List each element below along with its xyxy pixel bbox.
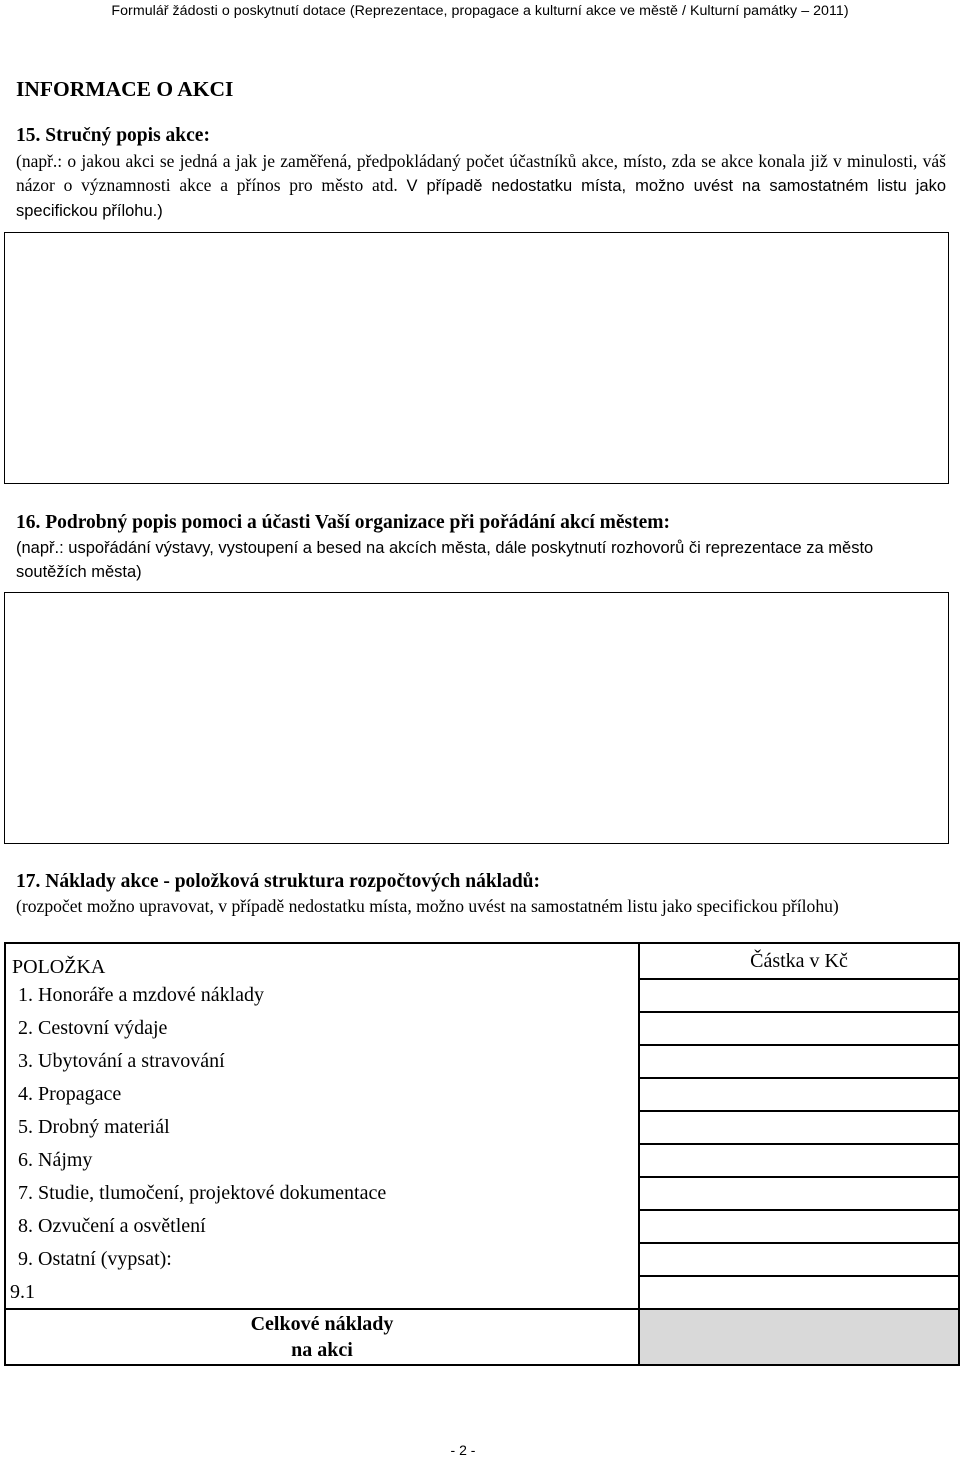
budget-item-label: 5. Drobný materiál [5, 1111, 639, 1144]
budget-amount-cell[interactable] [639, 1078, 959, 1111]
budget-amount-cell[interactable] [639, 1210, 959, 1243]
budget-item-label: 8. Ozvučení a osvětlení [5, 1210, 639, 1243]
table-row [5, 1045, 959, 1078]
budget-header-row [5, 943, 959, 979]
document-header: Formulář žádosti o poskytnutí dotace (Reprezentace, propagace a kulturní akce ve městě / Kulturní památky – 2011) [111, 3, 849, 19]
header-item: POLOŽKA [5, 943, 639, 979]
table-row [5, 1210, 959, 1243]
q17-title: 17. Náklady akce - položková struktura rozpočtových nákladů: [16, 871, 541, 892]
budget-amount-cell[interactable] [639, 1177, 959, 1210]
q15-hint-part1: (např.: o jakou akci se jedná a jak je zaměřená, předpokládaný počet účastníků akce, místo, zda se akce konala již v minulosti, váš názor o významnosti akce a přínos pro město atd. [16, 151, 946, 195]
total-amount-cell[interactable] [639, 1309, 959, 1365]
q17-hint: (rozpočet možno upravovat, v případě nedostatku místa, možno uvést na samostatném listu jako specifickou přílohu) [16, 896, 839, 916]
budget-table [4, 942, 960, 1366]
q15-hint-part2: V případě nedostatku místa, možno uvést na samostatném listu jako specifickou přílohu.) [16, 177, 946, 220]
table-row [5, 1012, 959, 1045]
budget-item-label: 1. Honoráře a mzdové náklady [5, 979, 639, 1012]
q15-answer-box[interactable] [4, 232, 949, 484]
budget-item-label: 7. Studie, tlumočení, projektové dokumentace [5, 1177, 639, 1210]
table-row [5, 979, 959, 1012]
table-row [5, 1111, 959, 1144]
table-row [5, 1144, 959, 1177]
budget-item-label: 2. Cestovní výdaje [5, 1012, 639, 1045]
budget-amount-cell[interactable] [639, 1243, 959, 1276]
page-number: - 2 - [450, 1442, 476, 1458]
budget-item-label: 9. Ostatní (vypsat): [5, 1243, 639, 1276]
q15-hint [16, 149, 946, 223]
total-label-line2: na akci [291, 1339, 353, 1361]
table-row [5, 1177, 959, 1210]
budget-item-label: 4. Propagace [5, 1078, 639, 1111]
budget-amount-cell[interactable] [639, 979, 959, 1012]
budget-item-label: 9.1 [5, 1276, 639, 1309]
budget-amount-cell[interactable] [639, 1012, 959, 1045]
budget-amount-cell[interactable] [639, 1276, 959, 1309]
q15-title: 15. Stručný popis akce: [16, 125, 210, 146]
budget-amount-cell[interactable] [639, 1111, 959, 1144]
table-row [5, 1243, 959, 1276]
total-label-line1: Celkové náklady [250, 1313, 394, 1335]
section-heading: INFORMACE O AKCI [16, 77, 234, 101]
total-label [5, 1309, 639, 1365]
header-amount: Částka v Kč [639, 943, 959, 979]
q16-title: 16. Podrobný popis pomoci a účasti Vaší organizace při pořádání akcí městem: [16, 512, 671, 533]
budget-amount-cell[interactable] [639, 1045, 959, 1078]
q16-answer-box[interactable] [4, 592, 949, 844]
budget-amount-cell[interactable] [639, 1144, 959, 1177]
table-row [5, 1276, 959, 1309]
budget-total-row [5, 1309, 959, 1365]
budget-item-label: 3. Ubytování a stravování [5, 1045, 639, 1078]
budget-item-label: 6. Nájmy [5, 1144, 639, 1177]
q16-hint: (např.: uspořádání výstavy, vystoupení a besed na akcích města, dále poskytnutí rozhovorů či reprezentace za město soutěžích města) [16, 539, 874, 581]
table-row [5, 1078, 959, 1111]
